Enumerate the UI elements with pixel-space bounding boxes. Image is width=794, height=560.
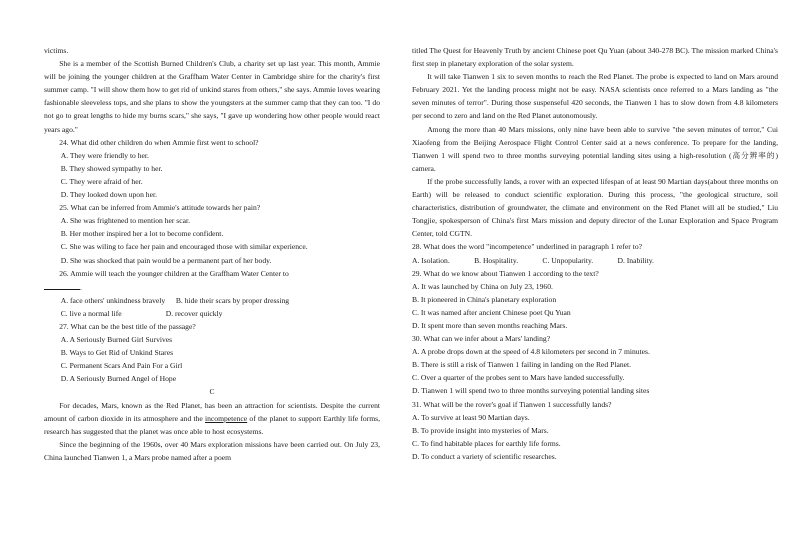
question-26 [44,267,380,294]
q29-option-b: B. It pioneered in China's planetary exploration [412,294,557,304]
q26-options-row-1 [44,294,380,307]
question-29: 29. What do we know about Tianwen 1 according to the text? [412,268,599,278]
question-26-period: . [80,282,82,292]
q31-option-b: B. To provide insight into mysteries of Mars. [412,425,549,435]
q28-option-a: A. Isolation. [412,255,450,265]
q24-option-d: D. They looked down upon her. [60,190,157,200]
passage-b-end: victims. [44,46,69,55]
q26-option-d: D. recover quickly [165,308,223,318]
q28-option-c: C. Unpopularity. [542,255,594,265]
q29-option-d: D. It spent more than seven months reaching Mars. [412,320,568,330]
q30-option-d: D. Tianwen 1 will spend two to three months surveying potential landing sites [412,386,650,396]
left-column [44,44,380,464]
q29-option-c: C. It was named after ancient Chinese poet Qu Yuan [412,307,571,317]
q29-option-a: A. It was launched by China on July 23, 1960. [412,281,553,291]
passage-c-p1-end: of the planet to support Earthly life forms, research has suggested that the planet was once able to host ecosystems. [44,413,380,436]
q27-option-c: C. Permanent Scars And Pain For a Girl [60,361,183,371]
underlined-word: incompetence [205,413,248,423]
q26-option-c: C. live a normal life [60,308,122,318]
q27-option-a: A. A Seriously Burned Girl Survives [60,335,173,345]
q30-option-b: B. There is still a risk of Tianwen 1 failing in landing on the Red Planet. [412,360,632,370]
answer-blank [44,280,80,290]
passage-c-paragraph-2-cont: titled The Quest for Heavenly Truth by ancient Chinese poet Qu Yuan (about 340-278 BC). The mission marked China's first step in planetary exploration of the solar system. [412,46,778,69]
q26-option-a: A. face others' unkindness bravely [60,295,166,305]
q28-options [412,254,778,267]
q24-option-c: C. They were afraid of her. [60,176,143,186]
q31-option-c: C. To find habitable places for earthly life forms. [412,438,561,448]
question-27: 27. What can be the best title of the passage? [59,321,196,331]
question-28: 28. What does the word "incompetence" underlined in paragraph 1 refer to? [412,242,642,252]
q31-option-a: A. To survive at least 90 Martian days. [412,412,530,422]
passage-c-paragraph-4: Among the more than 40 Mars missions, only nine have been able to survive "the seven minutes of terror," Cui Xiaofeng from the Beijing Aerospace Flight Control Center said at a news conference. To prepare for the landing, Tianwen 1 will spend two to three months surveying potential landing sites using a high-resolution (高分辨率的) camera. [412,124,778,173]
q30-option-c: C. Over a quarter of the probes sent to Mars have landed successfully. [412,373,625,383]
q28-option-d: D. Inability. [617,255,654,265]
question-30: 30. What can we infer about a Mars' landing? [412,334,551,344]
right-column [412,44,778,463]
passage-c-paragraph-3: It will take Tianwen 1 six to seven months to reach the Red Planet. The probe is expected to land on Mars around February 2021. Yet the landing process might not be easy. NASA scientists once referred to a Mars landing as "the seven minutes of terror". During those suspenseful 420 seconds, the Tianwen 1 has to slow down from 4.8 kilometers per second to zero and land on the Red Planet autonomously. [412,72,778,121]
passage-c-p1-start: For decades, Mars, known as the Red Planet, has been an attraction for scientists. Despite the current amount of carbon dioxide in its atmosphere and the [44,400,380,423]
passage-c-paragraph-2: Since the beginning of the 1960s, over 40 Mars exploration missions have been carried out. On July 23, China launched Tianwen 1, a Mars probe named after a poem [44,439,380,462]
question-31: 31. What will be the rover's goal if Tianwen 1 successfully lands? [412,399,612,409]
q31-option-d: D. To conduct a variety of scientific researches. [412,451,557,461]
question-24: 24. What did other children do when Ammie first went to school? [59,137,259,147]
q24-option-a: A. They were friendly to her. [60,150,149,160]
q25-option-c: C. She was wiling to face her pain and encouraged those with similar experience. [60,242,308,252]
q25-option-a: A. She was frightened to mention her scar. [60,216,190,226]
question-25: 25. What can be inferred from Ammie's attitude towards her pain? [59,203,261,213]
q25-option-d: D. She was shocked that pain would be a permanent part of her body. [60,255,272,265]
q28-option-b: B. Hospitality. [474,255,519,265]
passage-c-paragraph-5: If the probe successfully lands, a rover with an expected lifespan of at least 90 Martian days(about three months on Earth) will be released to conduct scientific exploration. During this process, "the geological structure, soil characteristics, distribution of groundwater, the climate and environment on the Red Planet will all be studied," Liu Tongjie, spokesperson of China's first Mars mission and deputy director of the Lunar Exploration and Space Program Center, told CGTN. [412,176,778,239]
q26-option-b: B. hide their scars by proper dressing [175,295,290,305]
q27-option-d: D. A Seriously Burned Angel of Hope [60,374,177,384]
q27-option-b: B. Ways to Get Rid of Unkind Stares [60,348,174,358]
q24-option-b: B. They showed sympathy to her. [60,163,163,173]
q25-option-b: B. Her mother inspired her a lot to become confident. [60,229,224,239]
q26-options-row-2 [44,307,380,320]
q30-option-a: A. A probe drops down at the speed of 4.8 kilometers per second in 7 minutes. [412,347,650,357]
passage-b-paragraph: She is a member of the Scottish Burned Children's Club, a charity set up last year. This month, Ammie will be joining the younger children at the Graffham Water Center in Cambridge shire for the charity's first summer camp. "I will show them how to get rid of unkind stares from others," she says. Ammie loves wearing fashionable sleeveless tops, and she plans to show the youngsters at the summer camp that they can too. "I do not go to great lengths to hide my burns scars," she says, "I gave up wondering how other people would react years ago." [44,59,380,134]
passage-c-paragraph-1 [44,399,380,438]
section-heading-c: C [209,387,215,397]
question-26-text: 26. Ammie will teach the younger children at the Graffham Water Center to [59,268,289,278]
